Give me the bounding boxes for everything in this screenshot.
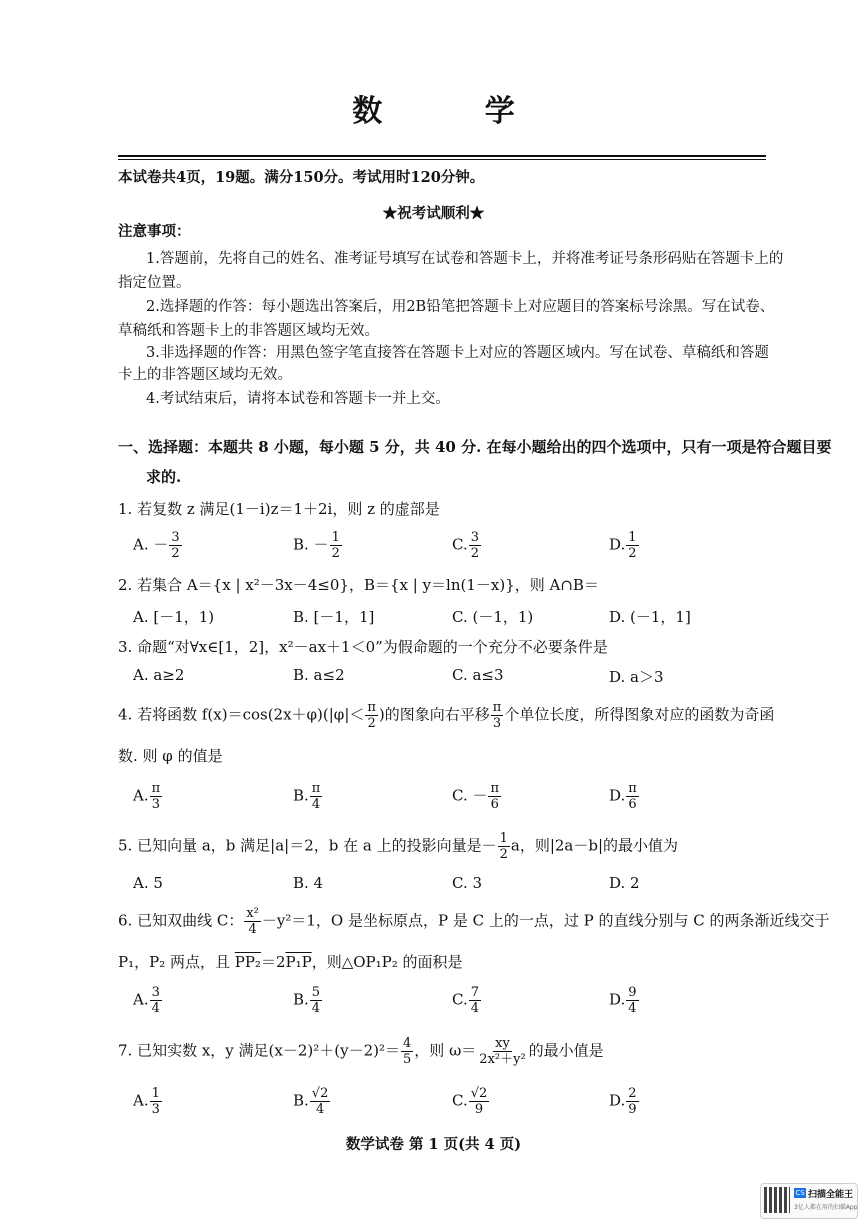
question-3-option-b: B. a≤2 — [293, 666, 345, 684]
question-3-option-d: D. a＞3 — [609, 668, 664, 686]
exam-wish: ★祝考试顺利★ — [382, 205, 485, 222]
question-5-option-c: C. 3 — [452, 874, 483, 892]
question-6-stem-cont: P₁，P₂ 两点，且 PP₂＝2P₁P，则△OP₁P₂ 的面积是 — [118, 953, 463, 971]
question-2-option-b: B. [－1，1] — [293, 608, 375, 626]
question-3-stem: 3. 命题“对∀x∈[1，2]，x²－ax＋1＜0”为假命题的一个充分不必要条件是 — [118, 638, 608, 656]
question-5-option-b: B. 4 — [293, 874, 324, 892]
question-6-option-d: D. $\frac{9}{4}$ — [609, 985, 637, 1016]
question-6-option-b: B. $\frac{5}{4}$ — [293, 985, 321, 1016]
question-7-option-d: D. $\frac{2}{9}$ — [609, 1086, 637, 1117]
question-5-option-d: D. 2 — [609, 874, 640, 892]
section-heading-cont: 求的. — [146, 468, 182, 486]
notice-item-2-cont: 草稿纸和答题卡上的非答题区域均无效。 — [118, 323, 379, 339]
question-5-option-a: A. 5 — [133, 874, 163, 892]
question-3-option-a: A. a≥2 — [133, 666, 185, 684]
question-7-stem: 7. 已知实数 x，y 满足(x－2)²＋(y－2)²＝ $\frac{4}{5}$ ，则 ω＝ $\frac{xy}{\text{2x²＋y²}}$ 的最小值是 — [118, 1036, 604, 1067]
question-1-stem: 1. 若复数 z 满足(1－i)z＝1＋2i，则 z 的虚部是 — [118, 500, 440, 518]
exam-intro: 本试卷共4页，19题。满分150分。考试用时120分钟。 — [118, 169, 485, 186]
scanner-watermark — [760, 1183, 858, 1219]
question-4-option-b: B. $\frac{\pi}{4}$ — [293, 781, 321, 812]
section-heading: 一、选择题：本题共 8 小题，每小题 5 分，共 40 分. 在每小题给出的四个选项中，只有一项是符合题目要 — [118, 438, 832, 456]
question-2-option-d: D. (－1，1] — [609, 608, 691, 626]
question-2-stem: 2. 若集合 A＝{x | x²－3x－4≤0}，B＝{x | y＝ln(1－x)}，则 A∩B＝ — [118, 576, 599, 594]
notice-item-1-cont: 指定位置。 — [118, 275, 191, 291]
question-2-option-a: A. [－1，1) — [133, 608, 215, 626]
header-rule — [118, 155, 766, 157]
page-title: 数 学 — [352, 94, 561, 129]
question-7-option-c: C. $\frac{√2}{9}$ — [452, 1086, 488, 1117]
scanner-tagline: 3亿人都在用的扫描App — [794, 1204, 858, 1211]
notice-item-1: 1.答题前，先将自己的姓名、准考证号填写在试卷和答题卡上，并将准考证号条形码贴在答题卡上的 — [146, 251, 784, 267]
notice-item-2: 2.选择题的作答：每小题选出答案后，用2B铅笔把答题卡上对应题目的答案标号涂黑。写在试卷、 — [146, 299, 775, 315]
camscanner-logo-icon: CS — [795, 1189, 805, 1197]
question-1-option-d: D. $\frac{1}{2}$ — [609, 530, 637, 561]
question-4-stem: 4. 若将函数 f(x)＝cos(2x＋φ)(|φ|＜ $\frac{\pi}{2}$ )的图象向右平移 $\frac{\pi}{3}$ 个单位长度，所得图象对应的函数为奇函 — [118, 700, 775, 731]
question-1-option-b: B. － $\frac{1}{2}$ — [293, 530, 340, 561]
notice-item-4: 4.考试结束后，请将本试卷和答题卡一并上交。 — [146, 391, 450, 407]
notice-item-3-cont: 卡上的非答题区域均无效。 — [118, 367, 292, 383]
scanner-app-name: 扫描全能王 — [808, 1190, 854, 1200]
question-6-stem: 6. 已知双曲线 C： $\frac{\text{x²}}{4}$ －y²＝1，O 是坐标原点，P 是 C 上的一点，过 P 的直线分别与 C 的两条渐近线交于 — [118, 906, 830, 937]
question-6-option-a: A. $\frac{3}{4}$ — [133, 985, 160, 1016]
qr-code-icon — [764, 1187, 790, 1213]
question-6-option-c: C. $\frac{7}{4}$ — [452, 985, 479, 1016]
notice-heading: 注意事项： — [118, 223, 191, 240]
header-rule-thin — [118, 159, 766, 160]
question-4-option-d: D. $\frac{\pi}{6}$ — [609, 781, 637, 812]
page-footer: 数学试卷 第 1 页(共 4 页) — [345, 1136, 522, 1153]
notice-item-3: 3.非选择题的作答：用黑色签字笔直接答在答题卡上对应的答题区域内。写在试卷、草稿纸和答题 — [146, 345, 769, 361]
question-5-stem: 5. 已知向量 a，b 满足|a|＝2，b 在 a 上的投影向量是－ $\frac{1}{2}$ a，则|2a－b|的最小值为 — [118, 831, 679, 862]
question-2-option-c: C. (－1，1) — [452, 608, 534, 626]
question-7-option-a: A. $\frac{1}{3}$ — [133, 1086, 160, 1117]
question-4-stem-cont: 数. 则 φ 的值是 — [118, 747, 223, 765]
question-4-option-c: C. － $\frac{\pi}{6}$ — [452, 781, 500, 812]
question-7-option-b: B. $\frac{√2}{4}$ — [293, 1086, 329, 1117]
question-4-option-a: A. $\frac{\pi}{3}$ — [133, 781, 161, 812]
question-1-option-c: C. $\frac{3}{2}$ — [452, 530, 479, 561]
question-3-option-c: C. a≤3 — [452, 666, 504, 684]
question-1-option-a: A. － $\frac{3}{2}$ — [133, 530, 180, 561]
